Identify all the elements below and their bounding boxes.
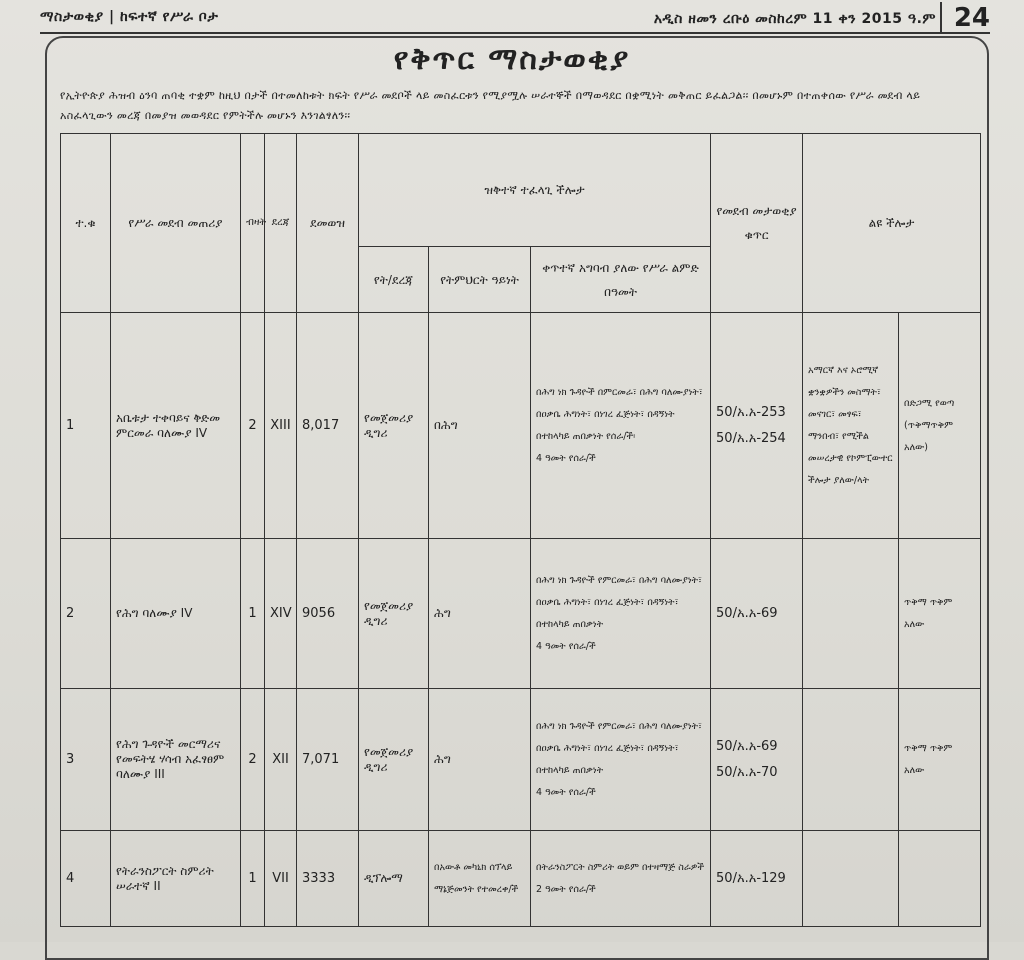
position-code: 50/አ.አ-69 [716,738,778,754]
row-experience [531,689,711,831]
experience-years: 2 ዓመት የሰራ/ች [536,883,596,895]
row-special: አማርኛ እና ኦሮሚኛ ቋንቋዎችን መስማት፣ መናገር፣ መፃፍ፣ ማንበብ፣ የሚችል መሠረታዊ የኮምፒውተር ችሎታ ያለው/ላት [803,313,899,539]
row-qty: 2 [241,689,265,831]
header-job-title: የሥራ መደብ መጠሪያ [111,134,241,313]
row-job-title: የሕግ ጉዳዮች መርማሪና የመፍትሄ ሃሳብ አፈፃፀም ባለሙያ III [111,689,241,831]
position-code: 50/አ.አ-69 [716,605,778,621]
row-experience [531,831,711,927]
header-no: ተ.ቁ [61,134,111,313]
row-job-title: የሕግ ባለሙያ IV [111,539,241,689]
row-grade: XIII [265,313,297,539]
masthead [40,3,990,34]
header-grade: ደረጃ [265,134,297,313]
row-level: የመጀመሪያ ዲግሪ [359,539,429,689]
row-job-title: አቤቱታ ተቀባይና ቅድመ ምርመራ ባለሙያ IV [111,313,241,539]
header-field: የትምህርት ዓይነት [429,247,531,313]
header-row [61,134,981,247]
row-salary: 7,071 [297,689,359,831]
row-field: በአውቶ መካኒክ ሰፕላይ ማኔጅመንት የተመረቀ/ች [429,831,531,927]
row-note: ጥቅማ ጥቅም አለው [899,689,981,831]
header-salary: ደመወዝ [297,134,359,313]
row-code [711,313,803,539]
row-code [711,831,803,927]
row-salary: 9056 [297,539,359,689]
header-special: ልዩ ችሎታ [803,134,981,313]
row-level: ዲፕሎማ [359,831,429,927]
page-title: የቅጥር ማስታወቂያ [393,42,631,77]
experience-years: 4 ዓመት የሰራ/ች [536,640,596,652]
position-code: 50/አ.አ-129 [716,870,786,886]
page-number: 24 [940,2,990,34]
experience-text: በሕግ ነክ ጉዳዮች የምርመራ፣ በሕግ ባለሙያነት፣ በዐቃቤ ሕግነት፣ በነገረ ፈጅነት፣ በዳኝነት፣ በተከላካይ ጠበቃነት [536,720,702,776]
row-no: 1 [61,313,111,539]
vacancy-table [60,133,981,927]
experience-text: በትራንስፖርት ስምሪት ወይም በተዛማጅ ስራዎች [536,861,705,873]
row-grade: VII [265,831,297,927]
row-salary: 3333 [297,831,359,927]
table-row [61,539,981,689]
experience-years: 4 ዓመት የሰራ/ች [536,786,596,798]
position-code: 50/አ.አ-253 [716,404,786,420]
row-qty: 1 [241,539,265,689]
position-code: 50/አ.አ-70 [716,764,778,780]
table-row [61,689,981,831]
row-no: 3 [61,689,111,831]
row-special [803,831,899,927]
row-code [711,539,803,689]
row-experience [531,313,711,539]
issue-date: አዲስ ዘመን ረቡዕ መስከረም 11 ቀን 2015 ዓ.ም [653,11,936,27]
row-grade: XIV [265,539,297,689]
row-field: ሕግ [429,539,531,689]
experience-years: 4 ዓመት የሰራ/ች [536,452,596,464]
header-level: የት/ደረጃ [359,247,429,313]
header-experience: ቀጥተኛ አግባብ ያለው የሥራ ልምድ በዓመት [531,247,711,313]
table-row [61,831,981,927]
row-salary: 8,017 [297,313,359,539]
row-level: የመጀመሪያ ዲግሪ [359,689,429,831]
row-note [899,831,981,927]
row-special [803,539,899,689]
intro-paragraph: የኢትዮጵያ ሕዝብ ዕንባ ጠባቂ ተቋም ከዚህ በታች በተመለከቱት ክፍት የሥራ መደቦች ላይ መስፈርቱን የሚያሟሉ ሠራተኞች በማወዳደር በቋሚነት መቅጠር ይፈልጋል፡፡ በመሆኑም በተጠቀሰው የሥራ መደብ ላይ አስፈላጊውን መረጃ በመያዝ መወዳደር የምትችሉ መሆኑን እንገልፃለን፡፡ [60,89,921,122]
row-no: 4 [61,831,111,927]
row-job-title: የትራንስፖርት ስምሪት ሠራተኛ II [111,831,241,927]
table-row [61,313,981,539]
row-qty: 1 [241,831,265,927]
row-no: 2 [61,539,111,689]
section-label: ማስታወቂያ | ከፍተኛ የሥራ ቦታ [40,9,219,25]
header-min-req: ዝቅተኛ ተፈላጊ ችሎታ [359,134,711,247]
experience-text: በሕግ ነክ ጉዳዮች የምርመራ፣ በሕግ ባለሙያነት፣ በዐቃቤ ሕግነት፣ በነገረ ፈጅነት፣ በዳኝነት፣ በተከላካይ ጠበቃነት [536,574,702,630]
row-qty: 2 [241,313,265,539]
row-special [803,689,899,831]
row-note: በድጋሚ የወጣ (ጥቅማጥቅም አለው) [899,313,981,539]
row-field: በሕግ [429,313,531,539]
row-code [711,689,803,831]
header-code: የመደብ መታወቂያ ቁጥር [711,134,803,313]
row-note: ጥቅማ ጥቅም አለው [899,539,981,689]
row-level: የመጀመሪያ ዲግሪ [359,313,429,539]
row-field: ሕግ [429,689,531,831]
row-experience [531,539,711,689]
position-code: 50/አ.አ-254 [716,430,786,446]
header-qty: ብዛት [241,134,265,313]
row-grade: XII [265,689,297,831]
experience-text: በሕግ ነክ ጉዳዮች በምርመራ፣ በሕግ ባለሙያነት፣ በዐቃቤ ሕግነት፣ በነገረ ፈጅነት፣ በዳኝነት በተከላካይ ጠበቃነት የሰራ/ች፡ [536,386,703,442]
